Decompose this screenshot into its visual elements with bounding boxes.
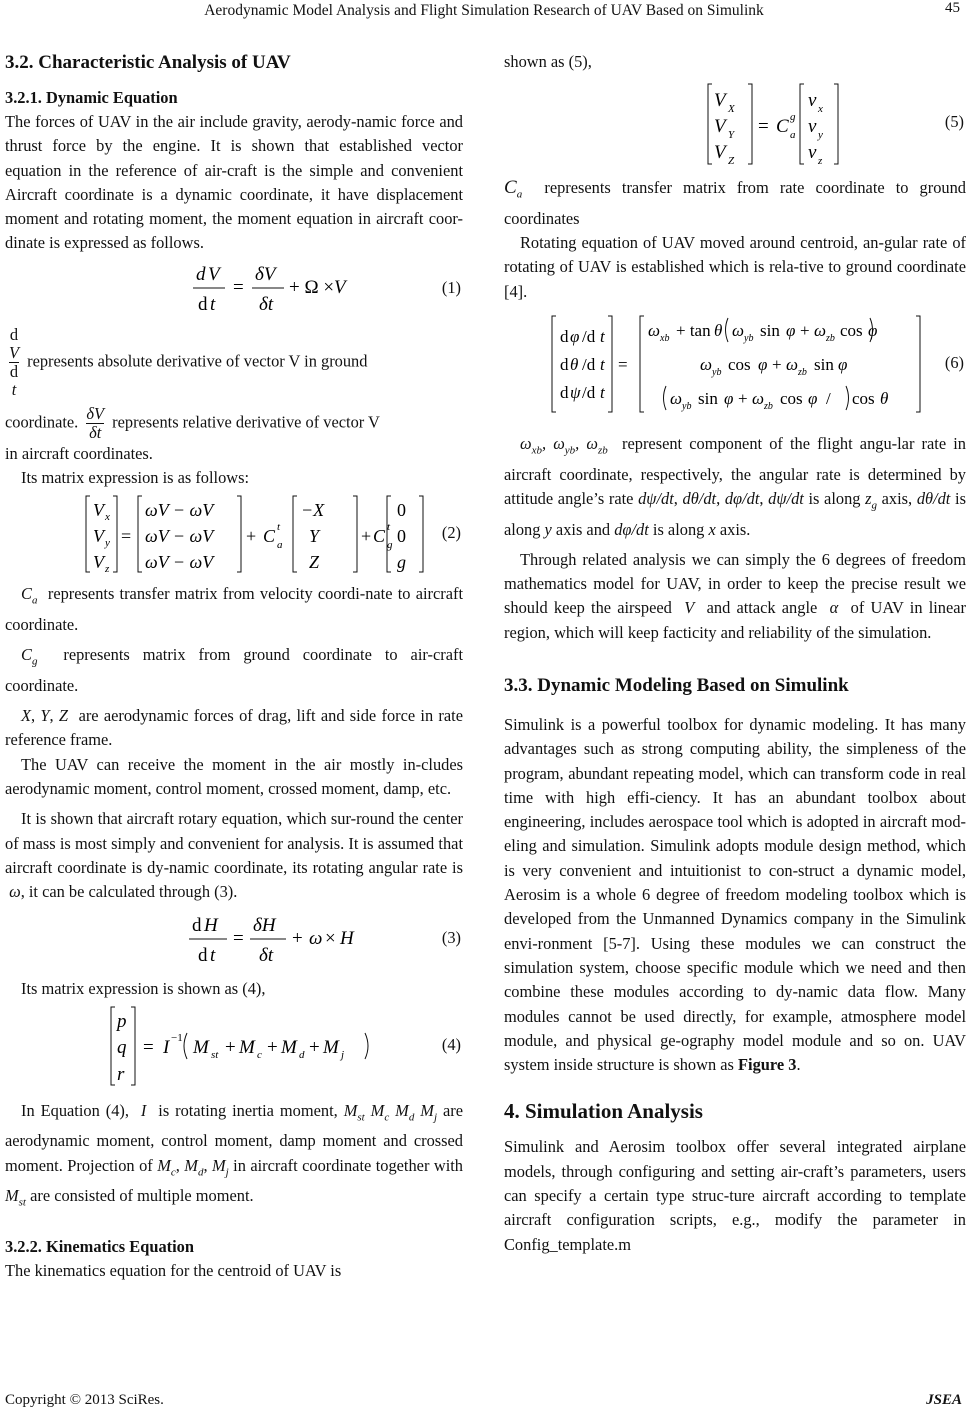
- equation-2-formula: [5, 490, 445, 576]
- svg-text:r: r: [117, 1063, 125, 1085]
- paragraph-forces: The forces of UAV in the air include gravity, aerody-namic force and thrust force by the engine. It is shown that established vector equation in the reference of air-craft is the simple and convenient Aircraft coordinate is a dynamic coordinate, it have displacement moment and rotating moment, the moment equation in aircraft coor-dinate is expressed as follows.: [5, 112, 463, 253]
- svg-text:=: =: [758, 116, 769, 138]
- svg-text:ω: ω: [752, 389, 765, 409]
- svg-text:d: d: [196, 263, 206, 285]
- svg-text:d: d: [198, 944, 208, 966]
- paragraph-ctg: $C_g$ represents matrix from ground coordinate to air-craft coordinate.: [5, 645, 463, 695]
- svg-text:a: a: [790, 129, 796, 142]
- svg-text:+: +: [738, 389, 748, 409]
- svg-text:y: y: [105, 537, 110, 550]
- svg-text:×: ×: [325, 927, 336, 949]
- equation-3-number: (3): [441, 927, 461, 947]
- svg-text:=: =: [143, 1036, 154, 1058]
- delta-v-delta-t-fraction: $\frac{\delta V}{\delta t}$: [86, 403, 105, 442]
- svg-text:cos: cos: [728, 355, 751, 375]
- svg-text:φ: φ: [786, 321, 796, 341]
- svg-text:=: =: [121, 526, 132, 547]
- svg-text:Z: Z: [728, 155, 735, 168]
- svg-text:δV: δV: [255, 263, 276, 285]
- paragraph-kinematics: The kinematics equation for the centroid of UAV is: [5, 1260, 342, 1280]
- svg-text:δt: δt: [259, 293, 274, 315]
- paragraph-shown-as-5: shown as (5),: [504, 52, 592, 71]
- svg-text:φ: φ: [570, 327, 580, 347]
- paragraph-relative-derivative: coordinate. $\frac{\delta V}{\delta t}$ represents relative derivative of vector V: [5, 403, 380, 442]
- svg-text:V: V: [334, 276, 346, 298]
- svg-text:v: v: [808, 142, 817, 164]
- paragraph-xyz-forces: X, Y, Z are aerodynamic forces of drag, lift and side force in rate reference frame.: [5, 706, 463, 750]
- svg-text:x: x: [105, 511, 110, 524]
- svg-text:+: +: [772, 355, 782, 375]
- paragraph-6dof-model: Through related analysis we can simply the 6 degrees of freedom mathematics model for UAV, in order to keep the precise result we should keep the airspeed V and attack angle α of UAV in linear region, which will keep facticity and reliability of the simulation.: [504, 549, 967, 642]
- equation-5-number: (5): [944, 112, 964, 132]
- svg-text:C: C: [263, 526, 276, 547]
- svg-text:/d: /d: [582, 327, 596, 347]
- svg-text:t: t: [210, 293, 216, 315]
- equation-1-number: (1): [441, 277, 461, 297]
- paragraph-simulink: Simulink is a powerful toolbox for dynamic modeling. It has many advantages such as strong computing ability, the simpleness of the program, abundant repeating model, which can transform code in real time with high effi-ciency. It has an abundant toolbox about engineering, includes aerospace tool which is adopted in aircraft mod-eling and simulation. Simulink adopts module design method, which is very convenient and intuitionist to con-struct a dynamic model, Aerosim is a whole 6 degree of freedom modeling toolbox which is developed from the Unmanned Dynamics company in the Simulink envi-ronment [5-7]. Using these modules we can construct the simulation system, choose specific module which we need and then combine these modules according to dy-namic data flow. Many modules cannot be used directly, for example, atmosphere model module, and physical ge-ography model module and so on. UAV system inside structure is shown as Figure 3.: [504, 715, 966, 1075]
- svg-text:ωV − ωV: ωV − ωV: [145, 500, 214, 521]
- svg-text:V: V: [208, 263, 220, 285]
- equation-3: [5, 905, 463, 971]
- svg-text:+: +: [361, 526, 372, 547]
- svg-text:−X: −X: [301, 500, 325, 521]
- svg-text:sin: sin: [814, 355, 834, 375]
- paragraph-cga: $C_a$ represents transfer matrix from rate coordinate to ground coordinates: [504, 177, 966, 228]
- svg-text:φ: φ: [724, 389, 734, 409]
- svg-text:V: V: [714, 90, 726, 112]
- svg-text:δt: δt: [259, 944, 274, 966]
- paragraph-aircraft-coordinates: in aircraft coordinates.: [5, 443, 153, 463]
- svg-text:g: g: [387, 539, 393, 552]
- section-3-2-heading: 3.2. Characteristic Analysis of UAV: [5, 52, 291, 73]
- svg-text:=: =: [618, 355, 628, 375]
- svg-text:M: M: [281, 1036, 297, 1058]
- copyright-notice: Copyright © 2013 SciRes.: [5, 1392, 164, 1408]
- dv-dt-fraction: d V d t: [9, 324, 20, 399]
- svg-text:ω: ω: [670, 389, 683, 409]
- svg-text:V: V: [714, 116, 726, 138]
- svg-text:Z: Z: [309, 552, 320, 573]
- svg-text:ω: ω: [700, 355, 713, 375]
- svg-text:st: st: [211, 1048, 219, 1061]
- svg-text:v: v: [808, 116, 817, 138]
- journal-name: JSEA: [926, 1392, 962, 1408]
- svg-text:c: c: [257, 1048, 262, 1061]
- svg-text:H: H: [204, 914, 218, 936]
- svg-text:0: 0: [397, 500, 406, 521]
- svg-text:t: t: [600, 327, 605, 347]
- svg-text:a: a: [277, 539, 283, 552]
- figure-3-reference[interactable]: Figure 3: [738, 1055, 797, 1075]
- svg-text:cos: cos: [852, 389, 875, 409]
- svg-text:M: M: [239, 1036, 255, 1058]
- svg-text:ω: ω: [309, 927, 323, 949]
- svg-text:z: z: [105, 563, 110, 576]
- svg-text:cos: cos: [840, 321, 863, 341]
- equation-4: [5, 1001, 463, 1089]
- svg-text:φ: φ: [868, 321, 878, 341]
- svg-text:+ tan: + tan: [676, 321, 711, 341]
- svg-text:φ: φ: [808, 389, 818, 409]
- svg-text:I: I: [163, 1036, 170, 1058]
- page-number: 45: [945, 0, 960, 16]
- svg-text:ω: ω: [786, 355, 799, 375]
- svg-text:H: H: [340, 927, 354, 949]
- paragraph-cta: $C_a$ represents transfer matrix from velocity coordi-nate to aircraft coordinate.: [5, 584, 463, 634]
- svg-text:ω: ω: [732, 321, 745, 341]
- paragraph-matrix-expression-4: Its matrix expression is shown as (4),: [21, 978, 266, 998]
- equation-4-number: (4): [441, 1034, 461, 1054]
- svg-text:+: +: [246, 526, 257, 547]
- svg-text:d: d: [560, 355, 569, 375]
- svg-text:=: =: [233, 927, 244, 949]
- equation-5-formula: [504, 74, 944, 170]
- svg-text:d: d: [192, 914, 202, 936]
- svg-text:+ Ω ×: + Ω ×: [289, 276, 335, 298]
- svg-text:sin: sin: [698, 389, 718, 409]
- equation-6-formula: [504, 304, 964, 422]
- svg-text:yb: yb: [744, 333, 754, 345]
- svg-text:yb: yb: [712, 367, 722, 379]
- svg-text:V: V: [93, 552, 104, 573]
- equation-1: [5, 256, 463, 320]
- svg-text:0: 0: [397, 526, 406, 547]
- equation-4-formula: [5, 1001, 445, 1089]
- svg-text:C: C: [776, 116, 789, 138]
- equation-5: [504, 74, 966, 170]
- svg-text:t: t: [277, 521, 281, 534]
- svg-text:ωV − ωV: ωV − ωV: [145, 526, 214, 547]
- svg-text:j: j: [341, 1048, 345, 1061]
- svg-text:+: +: [225, 1036, 236, 1058]
- equation-1-formula: [5, 256, 445, 320]
- svg-text:cos: cos: [780, 389, 803, 409]
- svg-text:V: V: [93, 526, 104, 547]
- svg-text:y: y: [818, 129, 823, 142]
- equation-6: [504, 304, 966, 422]
- svg-text:d: d: [198, 293, 208, 315]
- svg-text:Y: Y: [309, 526, 320, 547]
- svg-text:g: g: [397, 552, 406, 573]
- svg-text:g: g: [790, 111, 796, 124]
- paragraph-angular-rate-components: $\omega_{xb}$, $\omega_{yb}$, $\omega_{zb}$ represent component of the flight angu-lar rate in aircraft coordinate, respectively, the angular rate is determined by attitude angle’s rate dψ/dt, dθ/dt, dφ/dt, dψ/dt is along $z_g$ axis, dθ/dt is along y axis and dφ/dt is along x axis.: [504, 434, 966, 539]
- svg-text:x: x: [818, 103, 823, 116]
- svg-text:t: t: [210, 944, 216, 966]
- svg-text:t: t: [600, 383, 605, 403]
- paragraph-dv-dt: d V d t represents absolute derivative of vector V in ground: [9, 324, 368, 399]
- paragraph-matrix-expression-2: Its matrix expression is as follows:: [21, 468, 250, 488]
- svg-text:+: +: [267, 1036, 278, 1058]
- svg-text:V: V: [93, 500, 104, 521]
- running-title: Aerodynamic Model Analysis and Flight Simulation Research of UAV Based on Simulink: [204, 2, 764, 19]
- svg-text:+: +: [292, 927, 303, 949]
- svg-text:C: C: [373, 526, 386, 547]
- svg-text:p: p: [117, 1010, 127, 1032]
- paragraph-rotary-equation: It is shown that aircraft rotary equation, which sur-round the center of mass is most simply and convenient for analysis. It is assumed that aircraft coordinate is dy-namic coordinate, its rotating angular rate is ω, it can be calculated through (3).: [5, 809, 463, 902]
- equation-2: [5, 490, 463, 576]
- svg-text:=: =: [233, 276, 244, 298]
- running-header: [0, 2, 968, 24]
- svg-text:M: M: [323, 1036, 339, 1058]
- svg-text:t: t: [387, 521, 391, 534]
- svg-text:q: q: [117, 1036, 127, 1058]
- paragraph-equation-4-explanation: In Equation (4), I is rotating inertia moment, $M_{st}$ $M_c$ $M_d$ $M_j$ are aerodynamic moment, control moment, damp moment and crossed moment. Projection of $M_c$, $M_d$, $M_j$ in aircraft coordinate together with $M_{st}$ are consisted of multiple moment.: [5, 1100, 464, 1209]
- svg-text:v: v: [808, 90, 817, 112]
- svg-text:ψ: ψ: [570, 383, 581, 403]
- paragraph-rotating-equation: Rotating equation of UAV moved around centroid, an-gular rate of rotating of UAV is established which is rela-tive to ground coordinate [4].: [504, 233, 966, 301]
- paragraph-simulation-analysis: Simulink and Aerosim toolbox offer several integrated airplane models, through configuring and setting air-craft’s parameters, users can specify a certain type struc-ture aircraft according to template aircraft configuration scripts, e.g., modify the parameter in Config_template.m: [504, 1137, 966, 1254]
- svg-text:/d: /d: [582, 355, 596, 375]
- svg-text:d: d: [560, 383, 569, 403]
- svg-text:xb: xb: [660, 333, 670, 345]
- equation-2-number: (2): [441, 523, 461, 543]
- svg-text:+: +: [800, 321, 810, 341]
- svg-text:−1: −1: [171, 1031, 183, 1044]
- svg-text:d: d: [299, 1048, 305, 1061]
- svg-text:/: /: [826, 389, 831, 409]
- svg-text:d: d: [560, 327, 569, 347]
- svg-text:θ: θ: [714, 321, 723, 341]
- svg-text:X: X: [728, 103, 735, 116]
- subsection-3-2-2-heading: 3.2.2. Kinematics Equation: [5, 1236, 194, 1256]
- equation-3-formula: [5, 905, 445, 971]
- svg-text:Y: Y: [728, 129, 735, 142]
- svg-text:zb: zb: [764, 401, 773, 413]
- svg-text:M: M: [193, 1036, 209, 1058]
- right-column: [504, 50, 966, 1257]
- paragraph-moments: The UAV can receive the moment in the air mostly in-cludes aerodynamic moment, control moment, crossed moment, damp, etc.: [5, 754, 463, 799]
- svg-text:zb: zb: [826, 333, 835, 345]
- svg-text:ω: ω: [814, 321, 827, 341]
- svg-text:ωV − ωV: ωV − ωV: [145, 552, 214, 573]
- section-4-heading: 4. Simulation Analysis: [504, 1099, 703, 1124]
- equation-6-number: (6): [944, 352, 964, 372]
- svg-text:φ: φ: [758, 355, 768, 375]
- svg-text:/d: /d: [582, 383, 596, 403]
- svg-text:z: z: [818, 155, 823, 168]
- svg-text:θ: θ: [880, 389, 889, 409]
- svg-text:yb: yb: [682, 401, 692, 413]
- svg-text:t: t: [600, 355, 605, 375]
- svg-text:θ: θ: [570, 355, 579, 375]
- section-3-3-heading: 3.3. Dynamic Modeling Based on Simulink: [504, 675, 849, 696]
- svg-text:V: V: [714, 142, 726, 164]
- left-column: [5, 50, 463, 1283]
- svg-text:zb: zb: [798, 367, 807, 379]
- svg-text:sin: sin: [760, 321, 780, 341]
- svg-text:ω: ω: [648, 321, 661, 341]
- svg-text:φ: φ: [838, 355, 848, 375]
- subsection-3-2-1-heading: 3.2.1. Dynamic Equation: [5, 88, 178, 107]
- svg-text:δH: δH: [253, 914, 276, 936]
- svg-text:+: +: [309, 1036, 320, 1058]
